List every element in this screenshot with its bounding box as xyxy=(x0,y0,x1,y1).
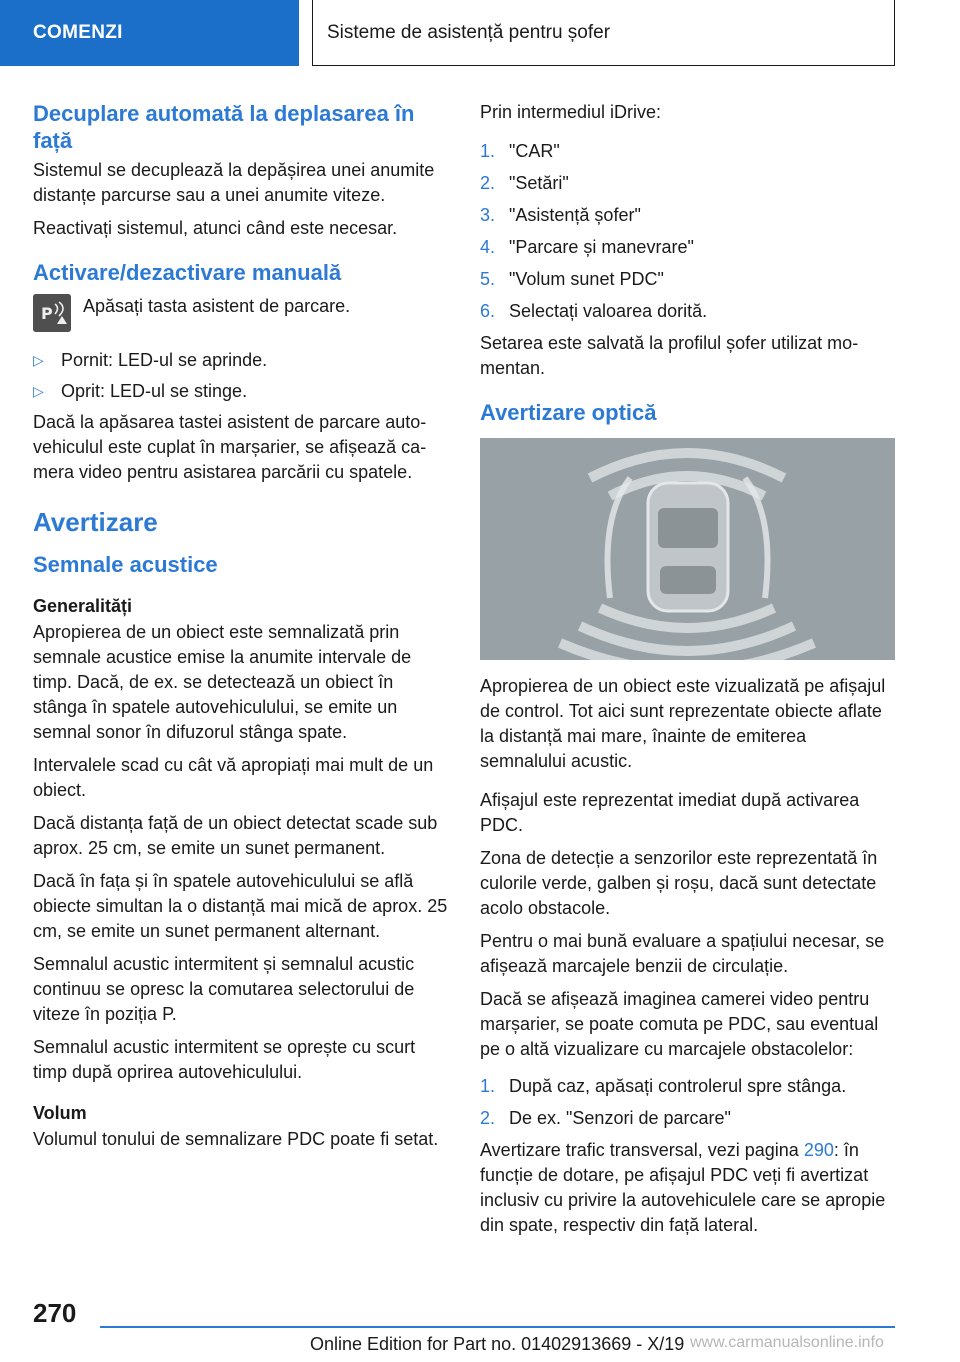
list-item-text: "Volum sunet PDC" xyxy=(509,269,664,289)
steps-list xyxy=(480,139,895,324)
paragraph: Zona de detecție a senzorilor este reprezentată în culorile verde, galben și roșu, dacă sunt detectate acolo obstacole. xyxy=(480,848,878,918)
paragraph: Apropierea de un obiect este semnalizată prin semnale acustice emise la anumite intervale de timp. Dacă, de ex. se detectează un obiect în stânga în spatele autovehiculului, se emite un semnal sonor în difuzorul stânga spate. xyxy=(33,622,412,742)
paragraph: Reactivați sistemul, atunci când este necesar. xyxy=(33,218,398,238)
pdc-display-image xyxy=(480,438,895,660)
list-item-number: 4. xyxy=(480,237,496,257)
paragraph: Dacă în fața și în spatele autovehiculului se află obiecte simultan la o distanță mai mică de aprox. 25 cm, se emite un sunet permanent alternant. xyxy=(33,871,448,941)
header-section: COMENZI xyxy=(0,0,299,66)
footer-edition: Online Edition for Part no. 01402913669 - X/19 xyxy=(310,1334,685,1354)
triangle-bullet-icon: ▷ xyxy=(33,352,44,368)
paragraph: Afișajul este reprezentat imediat după activarea PDC. xyxy=(480,790,860,835)
list-item-text: "Asistență șofer" xyxy=(509,205,641,225)
header-chapter: Sisteme de asistență pentru șofer xyxy=(312,0,895,66)
list-item-text: "Parcare și manevrare" xyxy=(509,237,694,257)
list-item-text: Pornit: LED-ul se aprinde. xyxy=(61,350,268,370)
heading-activare: Activare/dezactivare manuală xyxy=(33,260,342,285)
list-item xyxy=(480,171,895,196)
paragraph: Volumul tonului de semnalizare PDC poate fi setat. xyxy=(33,1129,439,1149)
list-item xyxy=(480,267,895,292)
list-item-text: Selectați valoarea dorită. xyxy=(509,301,708,321)
paragraph: Dacă se afișează imaginea camerei video pentru marșarier, se poate comuta pe PDC, sau eventual pe o altă vizualizare cu marcajele obstacolelor: xyxy=(480,989,879,1059)
paragraph: Semnalul acustic intermitent se oprește cu scurt timp după oprirea autovehiculului. xyxy=(33,1037,416,1082)
list-item-text: "CAR" xyxy=(509,141,560,161)
heading-volum: Volum xyxy=(33,1103,87,1123)
paragraph xyxy=(480,1138,895,1238)
list-item-number: 5. xyxy=(480,269,496,289)
heading-optica: Avertizare optică xyxy=(480,400,657,425)
paragraph: Dacă distanța față de un obiect detectat scade sub aprox. 25 cm, se emite un sunet permanent. xyxy=(33,813,438,858)
list-item xyxy=(33,379,448,404)
paragraph: Apropierea de un obiect este vizualizată pe afișajul de control. Tot aici sunt reprezentate obiecte aflate la distanță mai mare, înainte de emiterea semnalului acustic. xyxy=(480,676,886,771)
list-item xyxy=(480,299,895,324)
left-column xyxy=(33,100,448,1160)
list-item-number: 2. xyxy=(480,173,496,193)
heading-semnale: Semnale acustice xyxy=(33,552,218,577)
list-item-text: "Setări" xyxy=(509,173,569,193)
list-item-number: 6. xyxy=(480,301,496,321)
list-item-number: 3. xyxy=(480,205,496,225)
triangle-bullet-icon: ▷ xyxy=(33,383,44,399)
paragraph: Apăsați tasta asistent de parcare. xyxy=(83,296,351,316)
heading-generalitati: Generalități xyxy=(33,596,133,616)
paragraph: Sistemul se decuplează la depășirea unei anumite distanțe parcurse sau a unei anumite viteze. xyxy=(33,160,435,205)
paragraph: Setarea este salvată la profilul șofer utilizat momentan. xyxy=(480,333,859,378)
page-link[interactable]: 290 xyxy=(803,1140,834,1160)
svg-text:P: P xyxy=(41,304,53,323)
parking-assistant-button-icon xyxy=(33,294,71,332)
list-item xyxy=(480,235,895,260)
right-column xyxy=(480,100,895,1246)
paragraph: Intervalele scad cu cât vă apropiați mai mult de un obiect. xyxy=(33,755,434,800)
list-item-text: De ex. "Senzori de parcare" xyxy=(509,1108,731,1128)
parking-button-row xyxy=(33,294,448,332)
paragraph: Semnalul acustic intermitent și semnalul acustic continuu se opresc la comutarea selectorului de viteze în poziția P. xyxy=(33,954,415,1024)
list-item xyxy=(480,1106,895,1131)
paragraph-text: Avertizare trafic transversal, vezi pagina xyxy=(480,1140,804,1160)
steps-list xyxy=(480,1074,895,1131)
list-item-number: 1. xyxy=(480,141,496,161)
paragraph: Dacă la apăsarea tastei asistent de parcare autovehiculul este cuplat în marșarier, se afișează camera video pentru asistarea parcării cu spatele. xyxy=(33,412,427,482)
list-item xyxy=(480,139,895,164)
heading-decuplare: Decuplare automată la deplasarea în față xyxy=(33,101,415,153)
page-number: 270 xyxy=(33,1298,77,1328)
list-item xyxy=(33,348,448,373)
heading-avertizare: Avertizare xyxy=(33,507,158,537)
footer-divider xyxy=(100,1326,895,1328)
list-item-number: 2. xyxy=(480,1108,496,1128)
list-item xyxy=(480,203,895,228)
list-item-text: Oprit: LED-ul se stinge. xyxy=(61,381,248,401)
paragraph: Prin intermediul iDrive: xyxy=(480,102,662,122)
list-item xyxy=(480,1074,895,1099)
paragraph-text: : în funcție de dotare, pe afișajul PDC veți fi avertizat inclusiv cu privire la autovehiculele care se apropie din spate, respectiv din față lateral. xyxy=(480,1140,886,1235)
list-item-text: După caz, apăsați controlerul spre stânga. xyxy=(509,1076,847,1096)
list-item-number: 1. xyxy=(480,1076,496,1096)
paragraph: Pentru o mai bună evaluare a spațiului necesar, se afișează marcajele benzii de circulație. xyxy=(480,931,885,976)
watermark: www.carmanualsonline.info xyxy=(690,1334,884,1351)
